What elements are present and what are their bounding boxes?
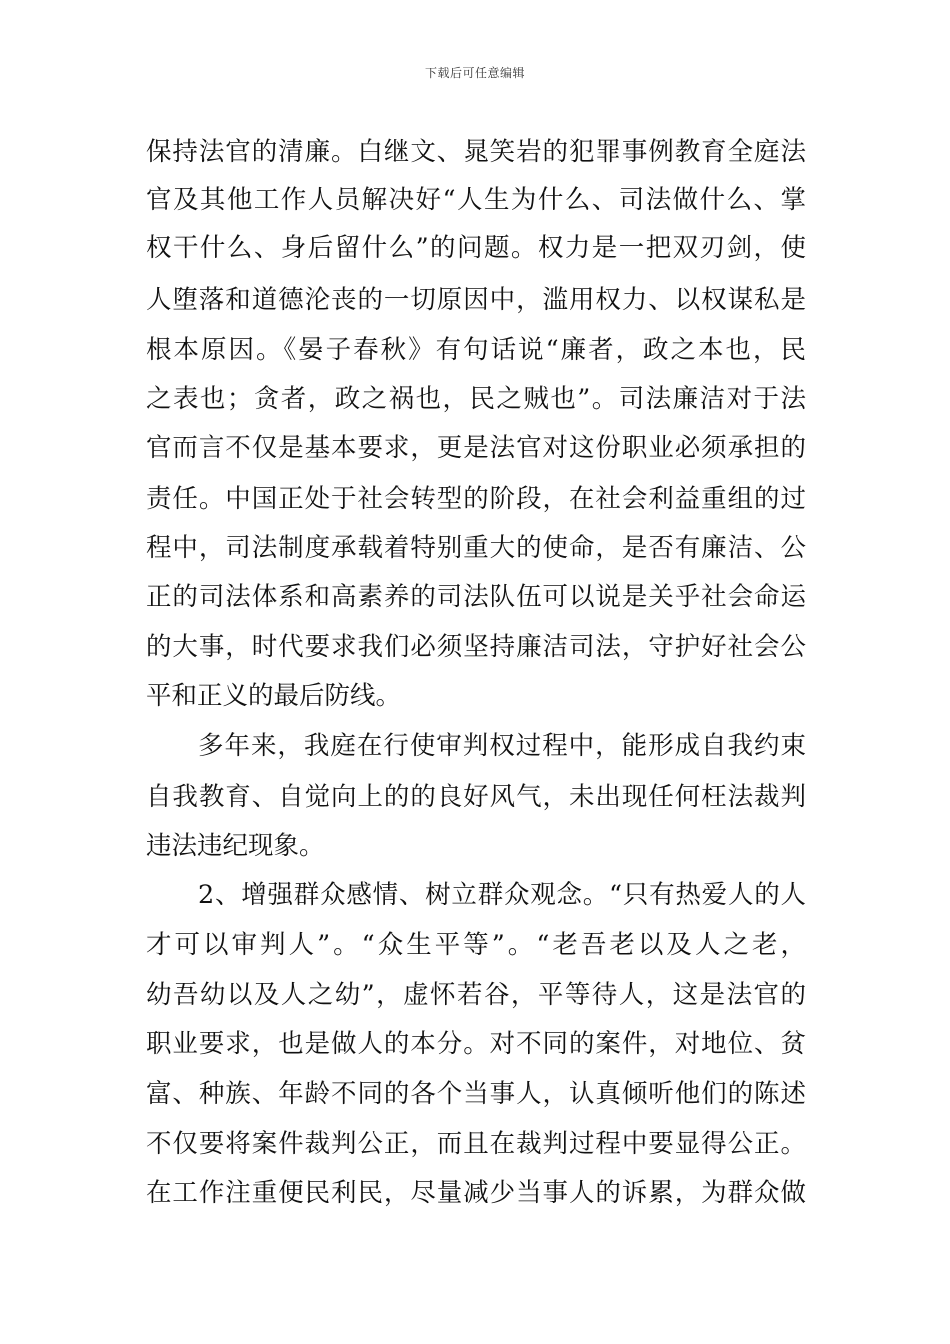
text-line: 平和正义的最后防线。 [146,681,402,711]
text-line: 富、种族、年龄不同的各个当事人，认真倾听他们的陈述 [146,1079,806,1109]
text-line: 责任。中国正处于社会转型的阶段，在社会利益重组的过 [146,484,806,514]
text-line: 人堕落和道德沦丧的一切原因中，滥用权力、以权谋私是 [146,285,806,315]
text-line: 保持法官的清廉。白继文、晁笑岩的犯罪事例教育全庭法 [146,137,806,167]
text-line: 幼吾幼以及人之幼”，虚怀若谷，平等待人，这是法官的 [146,980,806,1010]
paragraph-first-line: 多年来，我庭在行使审判权过程中，能形成自我约束 [198,731,806,761]
paragraph-first-line: 2、增强群众感情、树立群众观念。“只有热爱人的人 [198,880,806,910]
text-line: 职业要求，也是做人的本分。对不同的案件，对地位、贫 [146,1029,806,1059]
text-line: 正的司法体系和高素养的司法队伍可以说是关乎社会命运 [146,582,806,612]
text-line: 违法违纪现象。 [146,831,325,861]
text-line: 权干什么、身后留什么”的问题。权力是一把双刃剑，使 [146,233,806,263]
text-line: 自我教育、自觉向上的的良好风气，未出现任何枉法裁判 [146,782,806,812]
text-line: 程中，司法制度承载着特别重大的使命，是否有廉洁、公 [146,533,806,563]
text-line: 才可以审判人”。“众生平等”。“老吾老以及人之老， [146,930,806,960]
text-line: 的大事，时代要求我们必须坚持廉洁司法，守护好社会公 [146,632,806,662]
text-line: 不仅要将案件裁判公正，而且在裁判过程中要显得公正。 [146,1129,806,1159]
text-line: 官而言不仅是基本要求，更是法官对这份职业必须承担的 [146,433,806,463]
text-line: 官及其他工作人员解决好“人生为什么、司法做什么、掌 [146,185,806,215]
text-line: 根本原因。《晏子春秋》有句话说“廉者，政之本也，民 [146,335,806,365]
text-line: 之表也；贪者，政之祸也，民之贼也”。司法廉洁对于法 [146,384,806,414]
text-line: 在工作注重便民利民，尽量减少当事人的诉累，为群众做 [146,1178,806,1208]
page-header: 下载后可任意编辑 [424,66,525,80]
